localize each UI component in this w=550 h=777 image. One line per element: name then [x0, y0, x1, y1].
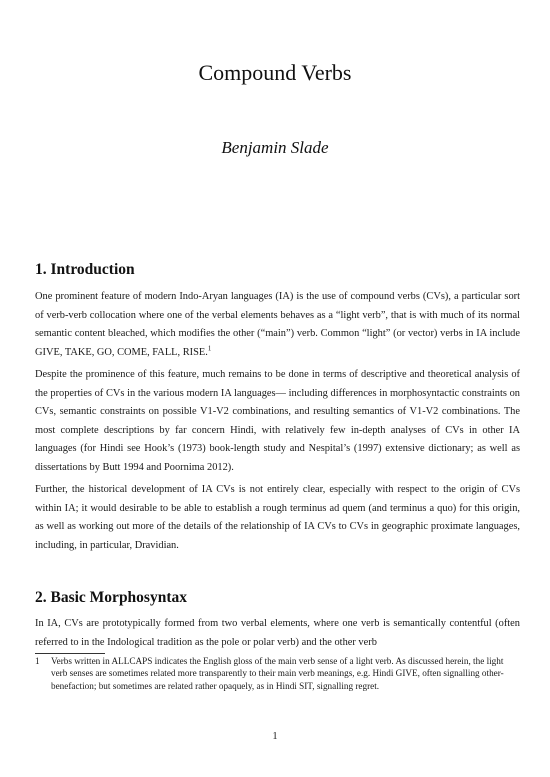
morphosyntax-body — [35, 615, 520, 652]
page-number: 1 — [272, 731, 278, 742]
footnote-divider — [35, 653, 105, 654]
footnote-text: Verbs written in ALLCAPS indicates the English gloss of the main verb sense of a light verb. As discussed herein, the light verb senses are sometimes related more transparently to their main verb meanings, e.g. Hindi GIVE, often signalling other-benefaction; but sometimes are related rather opaquely, as in Hindi SIT, signalling regret. — [51, 656, 504, 691]
footnote — [35, 655, 520, 692]
document-title: Compound Verbs — [198, 60, 352, 85]
section-heading-basic-morphosyntax: 2. Basic Morphosyntax — [35, 589, 187, 606]
paragraph-text: One prominent feature of modern Indo-Aryan languages (IA) is the use of compound verbs (CVs), a particular sort of verb-verb collocation where one of the verbal elements behaves as a “light verb”, that is with much of its normal semantic content bleached, which modifies the other (“main”) verb. Common “light” (or vector) verbs in IA include GIVE, TAKE, GO, COME, FALL, RISE. — [35, 291, 520, 358]
introduction-body — [35, 288, 520, 555]
footnote-number: 1 — [35, 656, 40, 666]
paragraph: In IA, CVs are prototypically formed from two verbal elements, where one verb is semantically contentful (often referred to in the Indological tradition as the pole or polar verb) and the other verb — [35, 618, 520, 648]
paragraph: Further, the historical development of IA CVs is not entirely clear, especially with respect to the origin of CVs within IA; it would desirable to be able to establish a rough terminus ad quem (and terminus a quo) for this origin, as well as working out more of the details of the relationship of IA CVs to CVs in geographic proximate languages, including, in particular, Dravidian. — [35, 484, 520, 551]
footnote-marker[interactable]: 1 — [207, 344, 212, 353]
paragraph: Despite the prominence of this feature, much remains to be done in terms of descriptive and theoretical analysis of the properties of CVs in the various modern IA languages— including differences in morphosyntactic constraints on CVs, semantic constraints on possible V1-V2 combinations, and resulting semantics of V1-V2 combinations. The most complete descriptions by far concern Hindi, with relatively few in-depth analyses of CVs in other IA languages (for Hindi see Hook’s (1973) book-length study and Nespital’s (1997) extensive dictionary; as well as dissertations by Butt 1994 and Poornima 2012). — [35, 369, 520, 473]
section-heading-introduction: 1. Introduction — [35, 261, 135, 278]
author-name: Benjamin Slade — [221, 138, 329, 157]
paragraph — [35, 288, 520, 362]
